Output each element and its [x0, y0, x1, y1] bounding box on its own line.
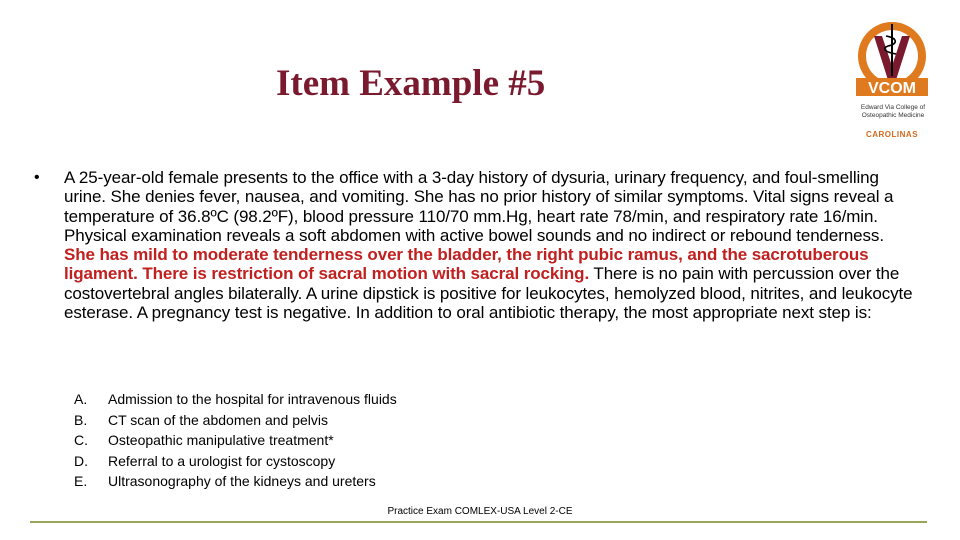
option-text: Ultrasonography of the kidneys and ureters — [108, 473, 376, 490]
stem-part-2: There is no pain with percussion over the costovertebral angles bilaterally. A urine dipstick is positive for leukocytes, hemolyzed blood, nitrites, and leukocyte esterase. A pregnancy test is negative. In addition to oral antibiotic therapy, the most appropriate next step is: — [64, 264, 913, 323]
option-d — [74, 451, 397, 472]
option-letter: C. — [74, 432, 88, 449]
option-a — [74, 389, 397, 410]
bullet-icon: • — [34, 169, 40, 186]
option-b — [74, 410, 397, 431]
option-letter: E. — [74, 473, 88, 490]
stem-part-1: A 25-year-old female presents to the office with a 3-day history of dysuria, urinary frequency, and foul-smelling urine. She denies fever, nausea, and vomiting. She has no prior history of similar symptoms. Vital signs reveal a temperature of 36.8ºC (98.2ºF), blood pressure 110/70 mm.Hg, heart rate 78/min, and respiratory rate 16/min. Physical examination reveals a soft abdomen with active bowel sounds and no indirect or rebound tenderness. — [64, 168, 894, 245]
footer-divider — [30, 521, 927, 523]
stem-text — [64, 168, 914, 322]
slide-title: Item Example #5 — [276, 63, 546, 104]
option-letter: A. — [74, 391, 88, 407]
option-text: Osteopathic manipulative treatment* — [108, 432, 334, 449]
option-text: Referral to a urologist for cystoscopy — [108, 452, 336, 469]
logo-campus: CAROLINAS — [865, 130, 919, 139]
question-stem — [34, 168, 914, 322]
option-text: Admission to the hospital for intravenous fluids — [108, 391, 397, 407]
answer-options — [74, 389, 397, 492]
footer-text: Practice Exam COMLEX-USA Level 2-CE — [387, 506, 573, 517]
logo-subtitle: Edward Via College of Osteopathic Medicine — [860, 104, 926, 119]
logo-wordmark: VCOM — [868, 80, 916, 97]
option-text: CT scan of the abdomen and pelvis — [108, 411, 328, 428]
option-e — [74, 471, 397, 492]
vcom-logo — [852, 18, 932, 146]
option-letter: B. — [74, 411, 88, 428]
stem-highlight: She has mild to moderate tenderness over the bladder, the right pubic ramus, and the sacrotuberous ligament. There is restriction of sacral motion with sacral rocking. — [64, 245, 869, 284]
vcom-seal-icon — [852, 18, 932, 104]
option-letter: D. — [74, 452, 88, 469]
option-c — [74, 430, 397, 451]
